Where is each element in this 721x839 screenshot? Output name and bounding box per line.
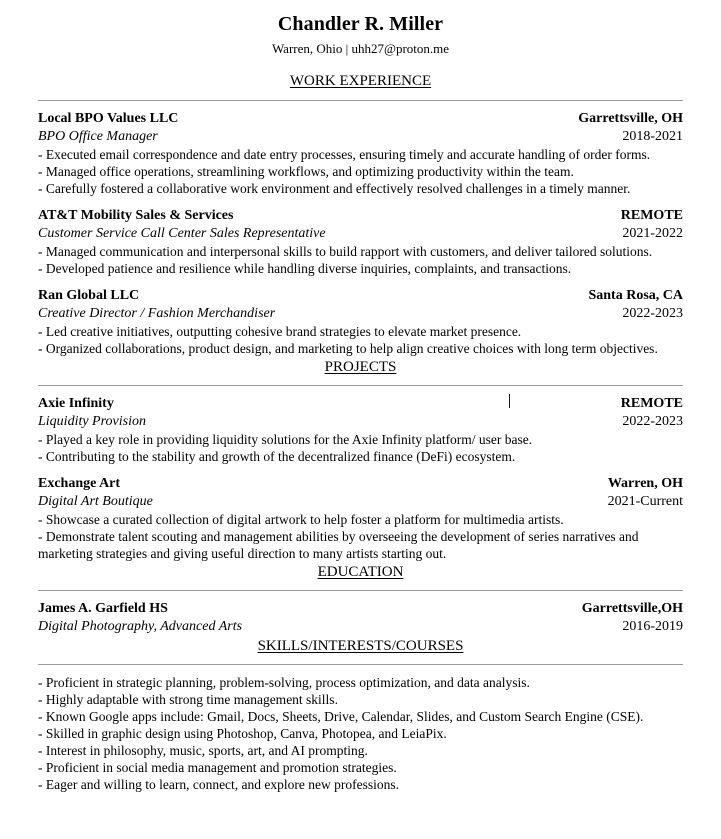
project-role: Liquidity Provision <box>38 414 146 429</box>
bullet-item: - Developed patience and resilience while handling diverse inquiries, complaints, and transactions. <box>38 261 572 276</box>
job-title: Customer Service Call Center Sales Representative <box>38 226 326 241</box>
school-location: Garrettsville,OH <box>581 601 683 616</box>
job-title: Creative Director / Fashion Merchandiser <box>38 306 276 321</box>
work-bullet-list <box>38 323 683 357</box>
employer-location: Santa Rosa, CA <box>588 288 683 303</box>
section-heading-education: EDUCATION <box>317 564 404 580</box>
bullet-item: - Managed office operations, streamlining workflows, and optimizing productivity within the team. <box>38 164 574 179</box>
skill-item: - Proficient in social media management and promotion strategies. <box>38 760 397 775</box>
bullet-item: - Showcase a curated collection of digital artwork to help foster a platform for multimedia artists. <box>38 512 564 527</box>
employer-name: Local BPO Values LLC <box>38 111 179 126</box>
bullet-item: - Demonstrate talent scouting and management abilities by overseeing the development of series narratives and marketing strategies and giving useful direction to many artists starting out. <box>38 529 639 561</box>
text-cursor-caret <box>509 394 510 408</box>
work-bullet-list <box>38 146 683 197</box>
project-entry <box>38 475 683 562</box>
bullet-item: - Carefully fostered a collaborative work environment and effectively resolved challenges in a timely manner. <box>38 181 631 196</box>
project-dates: 2022-2023 <box>622 414 683 429</box>
resume-header <box>38 0 683 59</box>
work-entry-header <box>38 110 683 128</box>
bullet-item: - Led creative initiatives, outputting cohesive brand strategies to elevate market presence. <box>38 324 522 339</box>
project-bullet-list <box>38 431 683 465</box>
work-entry-header <box>38 287 683 305</box>
work-entry <box>38 287 683 357</box>
project-entry <box>38 395 683 465</box>
employer-location: Garrettsville, OH <box>578 111 683 126</box>
work-bullet-list <box>38 243 683 277</box>
project-entry-header <box>38 475 683 493</box>
project-role: Digital Art Boutique <box>38 494 153 509</box>
work-entry-header <box>38 207 683 225</box>
program-of-study: Digital Photography, Advanced Arts <box>38 619 243 634</box>
project-location: REMOTE <box>620 396 683 411</box>
employer-name: Ran Global LLC <box>38 288 140 303</box>
skill-item: - Proficient in strategic planning, problem-solving, process optimization, and data analysis. <box>38 675 530 690</box>
project-name: Axie Infinity <box>38 396 114 411</box>
work-entry <box>38 207 683 277</box>
bullet-item: - Contributing to the stability and growth of the decentralized finance (DeFi) ecosystem. <box>38 449 516 464</box>
bullet-item: - Managed communication and interpersonal skills to build rapport with customers, and deliver tailored solutions. <box>38 244 653 259</box>
bullet-item: - Played a key role in providing liquidity solutions for the Axie Infinity platform/ user base. <box>38 432 533 447</box>
project-bullet-list <box>38 511 683 562</box>
section-divider-skills <box>38 664 683 665</box>
section-heading-work-experience: WORK EXPERIENCE <box>289 73 432 89</box>
bullet-item: - Executed email correspondence and date entry processes, ensuring timely and accurate handling of order forms. <box>38 147 651 162</box>
school-name: James A. Garfield HS <box>38 601 168 616</box>
contact-line: Warren, Ohio | uhh27@proton.me <box>271 41 450 56</box>
education-entry-subheader <box>38 618 683 636</box>
bullet-item: - Organized collaborations, product design, and marketing to help align creative choices with long term objectives. <box>38 341 658 356</box>
project-entry-subheader <box>38 493 683 511</box>
project-entry-subheader <box>38 413 683 431</box>
job-dates: 2022-2023 <box>622 306 683 321</box>
job-dates: 2021-2022 <box>622 226 683 241</box>
section-divider-work <box>38 100 683 101</box>
project-entry-header <box>38 395 683 413</box>
employer-name: AT&T Mobility Sales & Services <box>38 208 234 223</box>
project-dates: 2021-Current <box>607 494 683 509</box>
job-title: BPO Office Manager <box>38 129 158 144</box>
skill-item: - Highly adaptable with strong time management skills. <box>38 692 338 707</box>
section-heading-skills: SKILLS/INTERESTS/COURSES <box>257 638 464 654</box>
work-entry-subheader <box>38 305 683 323</box>
education-dates: 2016-2019 <box>622 619 683 634</box>
candidate-name: Chandler R. Miller <box>277 13 444 35</box>
section-divider-projects <box>38 385 683 386</box>
skill-item: - Eager and willing to learn, connect, and explore new professions. <box>38 777 400 792</box>
skill-item: - Skilled in graphic design using Photoshop, Canva, Photopea, and LeiaPix. <box>38 726 447 741</box>
education-entry-header <box>38 600 683 618</box>
work-entry <box>38 110 683 197</box>
job-dates: 2018-2021 <box>622 129 683 144</box>
project-location: Warren, OH <box>607 476 683 491</box>
section-heading-projects: PROJECTS <box>324 359 397 375</box>
employer-location: REMOTE <box>620 208 683 223</box>
education-entry <box>38 600 683 636</box>
work-entry-subheader <box>38 225 683 243</box>
skill-item: - Known Google apps include: Gmail, Docs, Sheets, Drive, Calendar, Slides, and Custom Search Engine (CSE). <box>38 709 644 724</box>
section-divider-education <box>38 590 683 591</box>
project-name: Exchange Art <box>38 476 121 491</box>
work-entry-subheader <box>38 128 683 146</box>
skill-item: - Interest in philosophy, music, sports, art, and AI prompting. <box>38 743 368 758</box>
skills-list <box>38 674 683 793</box>
